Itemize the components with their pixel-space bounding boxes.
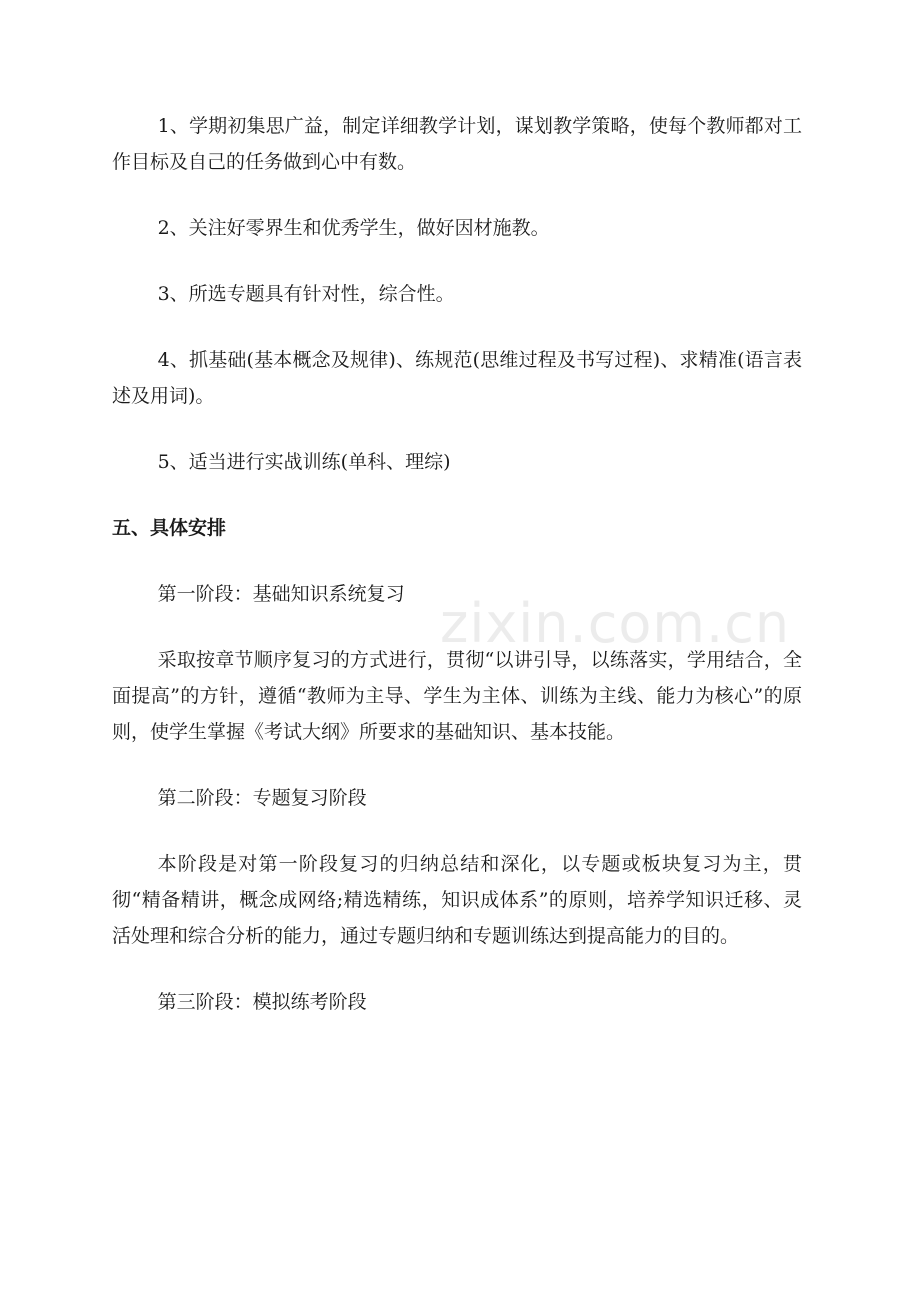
stage-1-title: 第一阶段：基础知识系统复习 <box>157 583 405 605</box>
list-item-4: 4、抓基础(基本概念及规律)、练规范(思维过程及书写过程)、求精准(语言表述及用词)。 <box>112 349 802 407</box>
stage-2-description: 本阶段是对第一阶段复习的归纳总结和深化，以专题或板块复习为主，贯彻“精备精讲，概念成网络;精选精练，知识成体系”的原则，培养学知识迁移、灵活处理和综合分析的能力，通过专题归纳和专题训练达到提高能力的目的。 <box>112 853 802 947</box>
watermark: zixin.com.cn <box>440 592 791 655</box>
list-item-2: 2、关注好零界生和优秀学生，做好因材施教。 <box>157 217 550 239</box>
section-heading: 五、具体安排 <box>112 517 227 539</box>
list-item-1: 1、学期初集思广益，制定详细教学计划，谋划教学策略，使每个教师都对工作目标及自己的任务做到心中有数。 <box>112 115 802 173</box>
list-item-3: 3、所选专题具有针对性，综合性。 <box>157 283 455 305</box>
stage-2-title: 第二阶段：专题复习阶段 <box>157 787 367 809</box>
stage-1-description: 采取按章节顺序复习的方式进行，贯彻“以讲引导，以练落实，学用结合，全面提高”的方针，遵循“教师为主导、学生为主体、训练为主线、能力为核心”的原则，使学生掌握《考试大纲》所要求的基础知识、基本技能。 <box>112 649 802 743</box>
stage-3-title: 第三阶段：模拟练考阶段 <box>157 991 367 1013</box>
list-item-5: 5、适当进行实战训练(单科、理综) <box>157 451 451 473</box>
document-body <box>112 108 802 1050</box>
